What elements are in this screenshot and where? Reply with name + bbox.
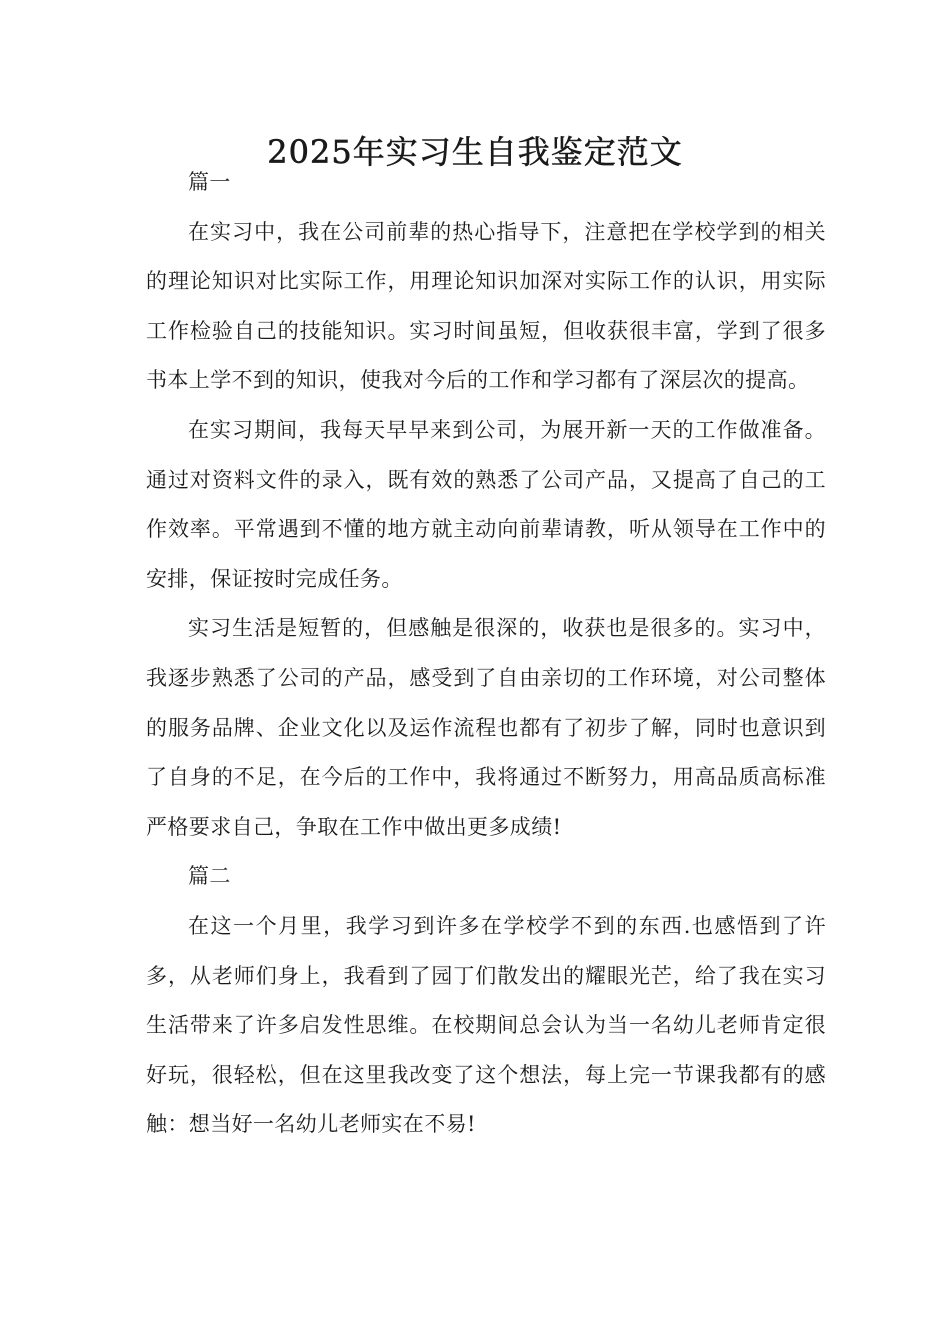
document-title: 2025年实习生自我鉴定范文 [267,133,683,171]
paragraph: 在实习中，我在公司前辈的热心指导下，注意把在学校学到的相关的理论知识对比实际工作，用理论知识加深对实际工作的认识，用实际工作检验自己的技能知识。实习时间虽短，但收获很丰富，学到了很多书本上学不到的知识，使我对今后的工作和学习都有了深层次的提高。 [146,219,826,393]
section-heading: 篇二 [188,864,231,889]
document-body [146,158,826,1150]
paragraph: 在实习期间，我每天早早来到公司，为展开新一天的工作做准备。通过对资料文件的录入，既有效的熟悉了公司产品，又提高了自己的工作效率。平常遇到不懂的地方就主动向前辈请教，听从领导在工作中的安排，保证按时完成任务。 [146,417,826,591]
paragraph: 在这一个月里，我学习到许多在学校学不到的东西.也感悟到了许多，从老师们身上，我看到了园丁们散发出的耀眼光芒，给了我在实习生活带来了许多启发性思维。在校期间总会认为当一名幼儿老师肯定很好玩，很轻松，但在这里我改变了这个想法，每上完一节课我都有的感触：想当好一名幼儿老师实在不易! [146,913,826,1137]
section-heading: 篇一 [188,170,231,194]
paragraph: 实习生活是短暂的，但感触是很深的，收获也是很多的。实习中，我逐步熟悉了公司的产品，感受到了自由亲切的工作环境，对公司整体的服务品牌、企业文化以及运作流程也都有了初步了解，同时也意识到了自身的不足，在今后的工作中，我将通过不断努力，用高品质高标准严格要求自己，争取在工作中做出更多成绩! [146,616,826,839]
